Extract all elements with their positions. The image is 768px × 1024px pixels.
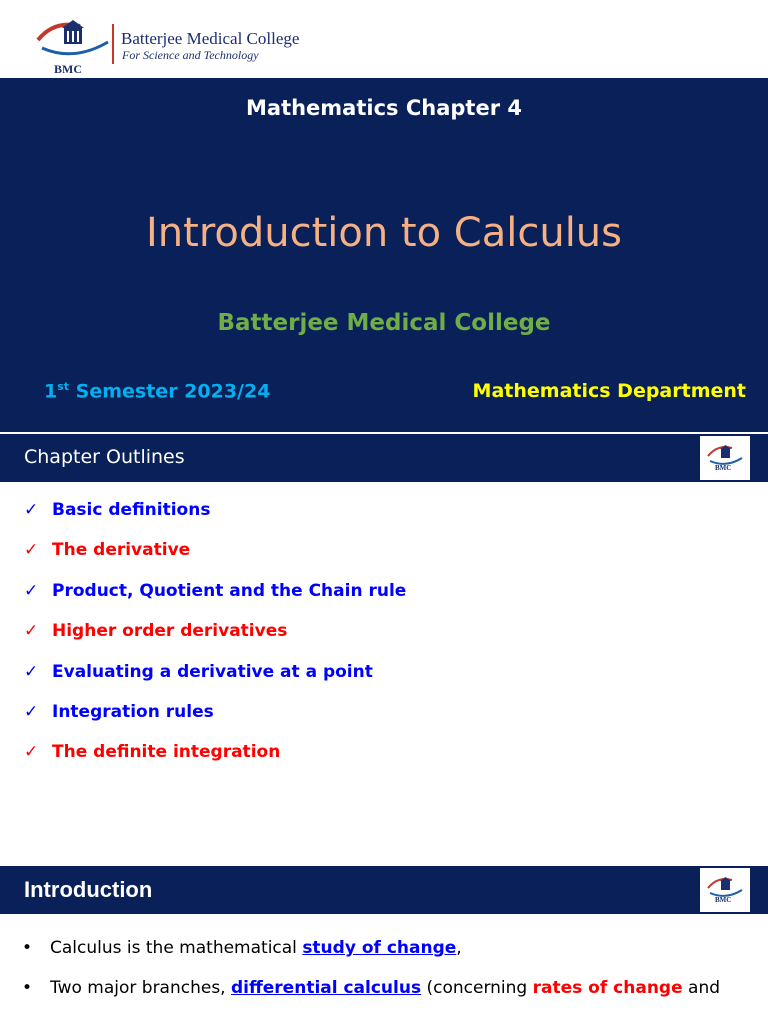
outline-slide <box>0 434 768 866</box>
check-icon: ✓ <box>24 701 39 722</box>
logo-bar <box>0 0 768 78</box>
outline-item <box>24 742 406 782</box>
outline-item-label: Integration rules <box>52 701 214 722</box>
outline-item <box>24 702 406 742</box>
intro-header <box>0 866 768 914</box>
logo-divider <box>112 24 114 64</box>
check-icon: ✓ <box>24 540 39 561</box>
intro-bullet: • Two major branches, differential calculus (concerning rates of change and <box>22 978 721 998</box>
logo-college-name: Batterjee Medical College <box>121 29 300 48</box>
link-differential-calculus[interactable]: differential calculus <box>231 978 422 998</box>
bmc-logo-icon <box>34 18 114 76</box>
check-icon: ✓ <box>24 742 39 763</box>
logo-abbr: BMC <box>54 62 82 76</box>
check-icon: ✓ <box>24 661 39 682</box>
outline-item <box>24 540 406 580</box>
college-name: Batterjee Medical College <box>217 310 551 336</box>
bullet-icon: • <box>22 938 33 958</box>
link-study-of-change[interactable]: study of change <box>302 938 457 958</box>
intro-slide <box>0 866 768 1024</box>
main-title: Introduction to Calculus <box>145 210 622 256</box>
check-icon: ✓ <box>24 580 39 601</box>
chapter-label: Mathematics Chapter 4 <box>246 96 522 120</box>
outline-item <box>24 500 406 540</box>
bmc-mini-logo-icon <box>700 436 750 480</box>
intro-title: Introduction <box>24 877 153 902</box>
outline-item-label: The derivative <box>52 540 191 561</box>
title-panel <box>0 78 768 432</box>
title-slide <box>0 0 768 432</box>
outline-title: Chapter Outlines <box>24 446 185 468</box>
logo-tagline: For Science and Technology <box>122 48 259 62</box>
intro-bullet: • Calculus is the mathematical study of change, <box>22 938 462 958</box>
outline-item-label: Higher order derivatives <box>52 621 288 642</box>
outline-header <box>0 434 768 482</box>
outline-item-label: Product, Quotient and the Chain rule <box>52 580 407 601</box>
bullet-icon: • <box>22 978 33 998</box>
outline-list <box>24 500 406 783</box>
outline-item <box>24 581 406 621</box>
outline-item-label: Basic definitions <box>52 500 211 520</box>
outline-item <box>24 621 406 661</box>
outline-item-label: Evaluating a derivative at a point <box>52 661 373 682</box>
outline-item-label: The definite integration <box>52 742 281 763</box>
svg-text:BMC: BMC <box>715 464 732 472</box>
check-icon: ✓ <box>24 621 39 642</box>
svg-text:BMC: BMC <box>715 896 732 904</box>
semester-label: 1st Semester 2023/24 <box>44 380 271 403</box>
check-icon: ✓ <box>24 500 39 520</box>
intro-list <box>22 938 762 1018</box>
outline-item <box>24 662 406 702</box>
department-label: Mathematics Department <box>472 380 746 402</box>
bmc-mini-logo-icon <box>700 868 750 912</box>
